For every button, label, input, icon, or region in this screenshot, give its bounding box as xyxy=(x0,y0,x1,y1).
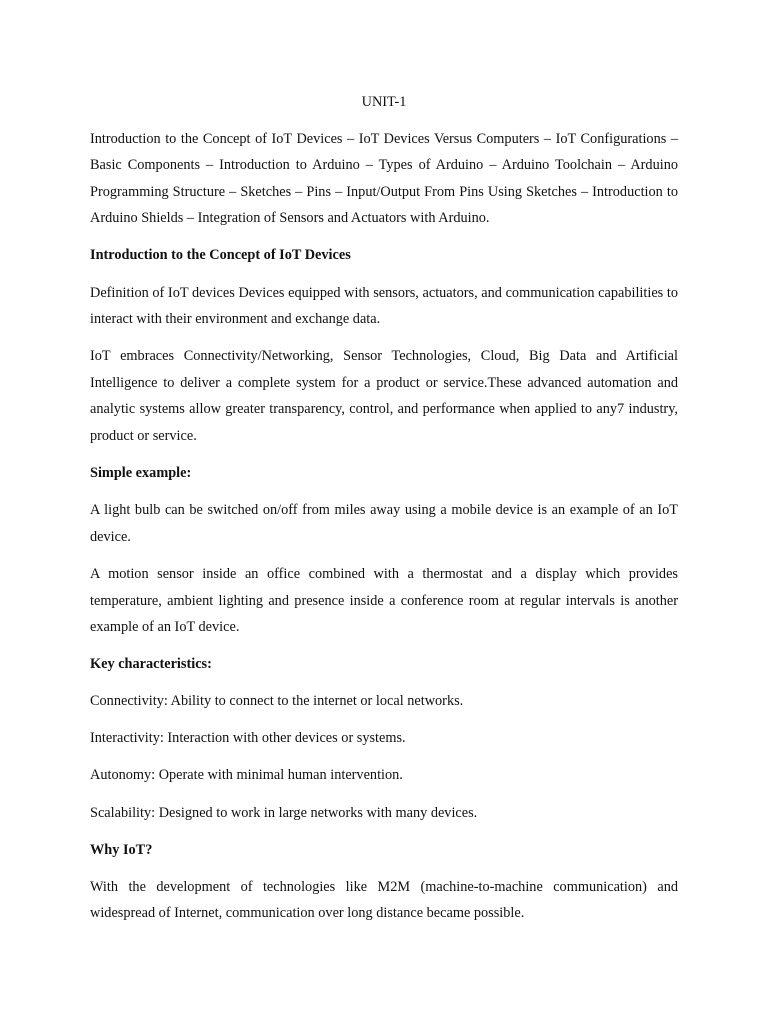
syllabus-paragraph: Introduction to the Concept of IoT Devices – IoT Devices Versus Computers – IoT Configurations – Basic Components – Introduction to Arduino – Types of Arduino – Arduino Toolchain – Arduino Programming Structure – Sketches – Pins – Input/Output From Pins Using Sketches – Introduction to Arduino Shields – Integration of Sensors and Actuators with Arduino. xyxy=(90,130,678,227)
iot-embraces-paragraph: IoT embraces Connectivity/Networking, Sensor Technologies, Cloud, Big Data and Artificial Intelligence to deliver a complete system for a product or service.These advanced automation and analytic systems allow greater transparency, control, and performance when applied to any7 industry, product or service. xyxy=(90,348,678,445)
section-heading-key-characteristics: Key characteristics: xyxy=(90,656,212,673)
motion-sensor-paragraph: A motion sensor inside an office combined with a thermostat and a display which provides temperature, ambient lighting and presence inside a conference room at regular intervals is another example of an IoT device. xyxy=(90,565,678,636)
characteristic-scalability: Scalability: Designed to work in large networks with many devices. xyxy=(90,804,478,821)
characteristic-connectivity: Connectivity: Ability to connect to the internet or local networks. xyxy=(90,693,464,710)
section-heading-intro: Introduction to the Concept of IoT Devices xyxy=(90,247,351,264)
characteristic-autonomy: Autonomy: Operate with minimal human intervention. xyxy=(90,767,403,784)
definition-paragraph: Definition of IoT devices Devices equipped with sensors, actuators, and communication capabilities to interact with their environment and exchange data. xyxy=(90,284,678,328)
document-body xyxy=(90,89,678,937)
characteristic-interactivity: Interactivity: Interaction with other devices or systems. xyxy=(90,730,406,747)
section-heading-why-iot: Why IoT? xyxy=(90,841,153,858)
section-heading-simple-example: Simple example: xyxy=(90,465,192,482)
why-iot-paragraph: With the development of technologies like M2M (machine-to-machine communication) and widespread of Internet, communication over long distance became possible. xyxy=(90,878,678,922)
light-bulb-paragraph: A light bulb can be switched on/off from miles away using a mobile device is an example of an IoT device. xyxy=(90,502,678,545)
unit-title: UNIT-1 xyxy=(361,94,407,110)
